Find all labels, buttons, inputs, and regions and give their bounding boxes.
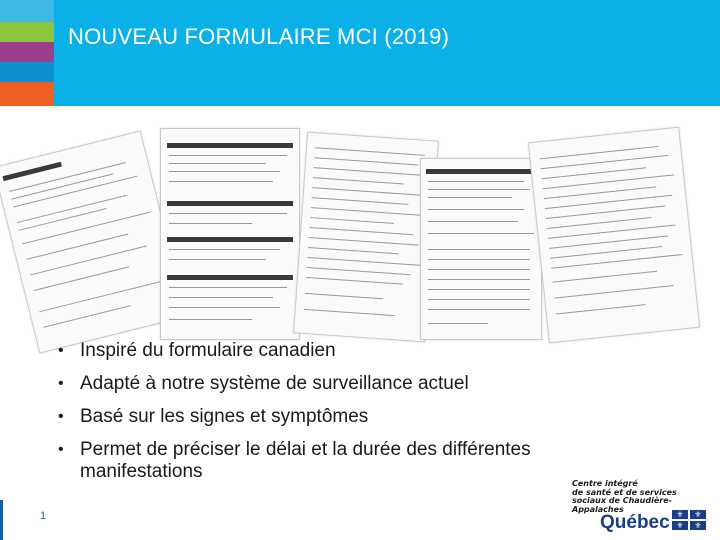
bullet-item: • Inspiré du formulaire canadien <box>58 340 628 362</box>
form-page-4 <box>420 158 542 340</box>
color-stripe-blue-light <box>0 0 54 22</box>
bullet-item: • Basé sur les signes et symptômes <box>58 406 628 428</box>
color-stripe-orange <box>0 82 54 106</box>
form-page-5 <box>528 127 700 344</box>
color-stripe-purple <box>0 42 54 62</box>
form-pages-image <box>0 106 720 346</box>
fleur-de-lis-flag-icon: ⚜ ⚜ ⚜ ⚜ <box>672 510 706 530</box>
slide-header <box>0 0 720 106</box>
form-page-3 <box>293 132 439 343</box>
bullet-item: • Permet de préciser le délai et la durée des différentes manifestations <box>58 439 628 483</box>
color-stripe-blue <box>0 62 54 82</box>
slide-title: NOUVEAU FORMULAIRE MCI (2019) <box>68 24 450 49</box>
color-stripe-green <box>0 22 54 42</box>
cisss-logo <box>572 480 712 536</box>
form-page-2 <box>160 128 300 340</box>
bullet-list <box>58 340 628 494</box>
quebec-wordmark: Québec <box>600 512 670 533</box>
page-number: 1 <box>40 510 47 522</box>
logo-text: Centre intégré de santé et de services sociaux de Chaudière- Appalaches <box>572 479 677 514</box>
bullet-item: • Adapté à notre système de surveillance actuel <box>58 373 628 395</box>
form-page-1 <box>0 130 187 353</box>
